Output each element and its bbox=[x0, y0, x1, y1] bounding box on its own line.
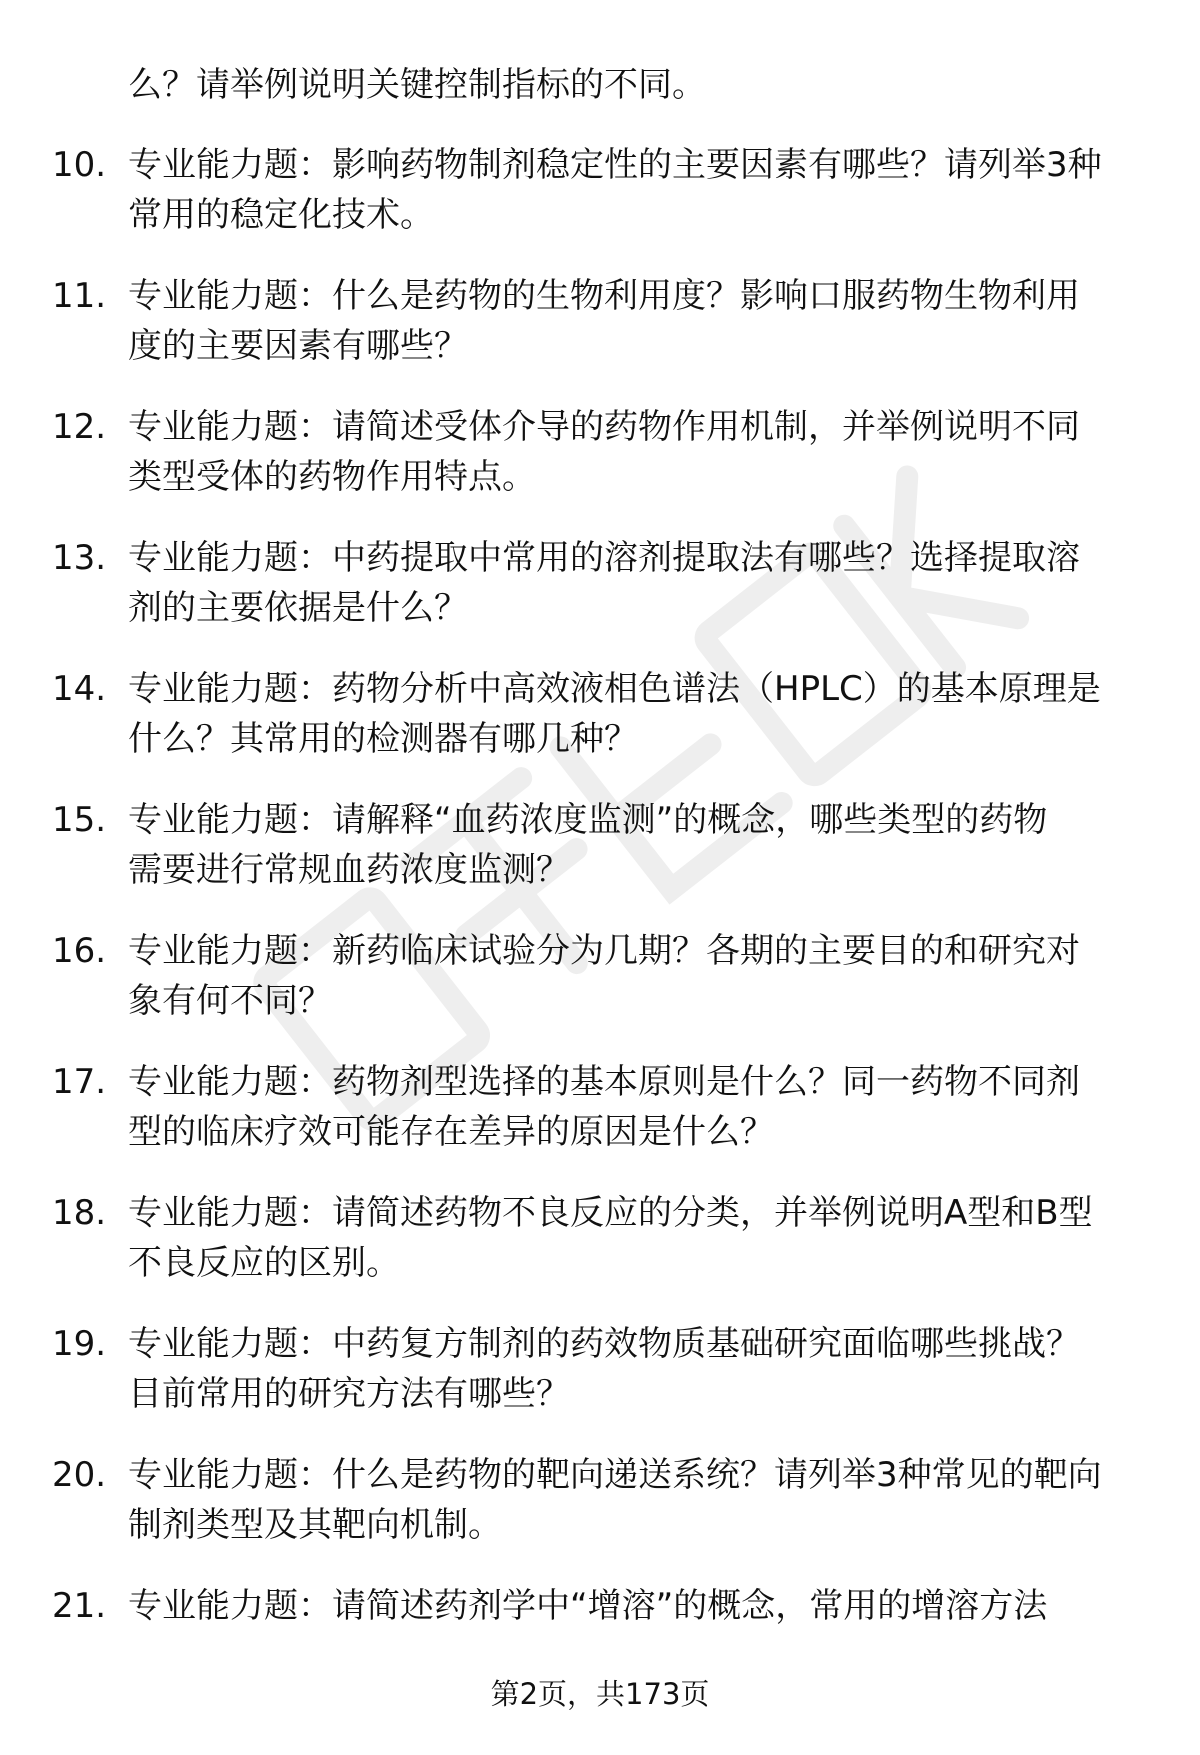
question-number: 18. bbox=[52, 1193, 107, 1233]
question-line: 专业能力题：请简述药物不良反应的分类，并举例说明A型和B型 bbox=[128, 1193, 1093, 1233]
question-line: 专业能力题：新药临床试验分为几期？各期的主要目的和研究对 bbox=[128, 931, 1080, 971]
question-text bbox=[128, 533, 1168, 633]
question-text bbox=[128, 402, 1168, 502]
question-line: 专业能力题：中药提取中常用的溶剂提取法有哪些？选择提取溶 bbox=[128, 538, 1080, 578]
question-line: 目前常用的研究方法有哪些？ bbox=[128, 1374, 570, 1414]
question-text bbox=[128, 926, 1168, 1026]
question-line: 专业能力题：药物分析中高效液相色谱法（HPLC）的基本原理是 bbox=[128, 669, 1101, 709]
question-number: 19. bbox=[52, 1324, 107, 1364]
question-item bbox=[0, 795, 1200, 926]
question-number: 11. bbox=[52, 276, 107, 316]
question-item bbox=[0, 271, 1200, 402]
question-text bbox=[128, 1188, 1168, 1288]
question-text bbox=[128, 271, 1168, 371]
question-item bbox=[0, 533, 1200, 664]
question-text bbox=[128, 1319, 1168, 1419]
question-item bbox=[0, 1450, 1200, 1581]
continued-question-text: 么？请举例说明关键控制指标的不同。 bbox=[128, 65, 706, 105]
question-number: 15. bbox=[52, 800, 107, 840]
question-number: 21. bbox=[52, 1586, 107, 1626]
page-number-footer: 第2页，共173页 bbox=[490, 1677, 710, 1711]
question-line: 常用的稳定化技术。 bbox=[128, 195, 434, 235]
question-text bbox=[128, 664, 1168, 764]
question-number: 17. bbox=[52, 1062, 107, 1102]
question-text bbox=[128, 1581, 1168, 1631]
question-line: 度的主要因素有哪些？ bbox=[128, 326, 468, 366]
question-line: 专业能力题：什么是药物的生物利用度？影响口服药物生物利用 bbox=[128, 276, 1080, 316]
question-number: 14. bbox=[52, 669, 107, 709]
question-line: 象有何不同？ bbox=[128, 981, 332, 1021]
question-line: 不良反应的区别。 bbox=[128, 1243, 400, 1283]
question-text bbox=[128, 1057, 1168, 1157]
question-text bbox=[128, 795, 1168, 895]
question-line: 专业能力题：中药复方制剂的药效物质基础研究面临哪些挑战？ bbox=[128, 1324, 1080, 1364]
question-line: 型的临床疗效可能存在差异的原因是什么？ bbox=[128, 1112, 774, 1152]
question-number: 13. bbox=[52, 538, 107, 578]
question-line: 专业能力题：药物剂型选择的基本原则是什么？同一药物不同剂 bbox=[128, 1062, 1080, 1102]
question-line: 专业能力题：什么是药物的靶向递送系统？请列举3种常见的靶向 bbox=[128, 1455, 1102, 1495]
question-number: 16. bbox=[52, 931, 107, 971]
question-line: 专业能力题：请简述受体介导的药物作用机制，并举例说明不同 bbox=[128, 407, 1080, 447]
question-item bbox=[0, 1319, 1200, 1450]
question-item bbox=[0, 664, 1200, 795]
question-item bbox=[0, 1057, 1200, 1188]
question-list bbox=[0, 140, 1200, 1712]
question-line: 需要进行常规血药浓度监测？ bbox=[128, 850, 570, 890]
question-line: 专业能力题：请解释“血药浓度监测”的概念，哪些类型的药物 bbox=[128, 800, 1048, 840]
question-text bbox=[128, 140, 1168, 240]
question-number: 12. bbox=[52, 407, 107, 447]
question-number: 20. bbox=[52, 1455, 107, 1495]
question-item bbox=[0, 1188, 1200, 1319]
question-line: 剂的主要依据是什么？ bbox=[128, 588, 468, 628]
question-text bbox=[128, 1450, 1168, 1550]
question-item bbox=[0, 140, 1200, 271]
question-line: 专业能力题：请简述药剂学中“增溶”的概念，常用的增溶方法 bbox=[128, 1586, 1048, 1626]
question-item bbox=[0, 402, 1200, 533]
question-line: 类型受体的药物作用特点。 bbox=[128, 457, 536, 497]
question-number: 10. bbox=[52, 145, 107, 185]
question-item bbox=[0, 926, 1200, 1057]
question-line: 什么？其常用的检测器有哪几种？ bbox=[128, 719, 638, 759]
question-line: 专业能力题：影响药物制剂稳定性的主要因素有哪些？请列举3种 bbox=[128, 145, 1102, 185]
question-line: 制剂类型及其靶向机制。 bbox=[128, 1505, 502, 1545]
